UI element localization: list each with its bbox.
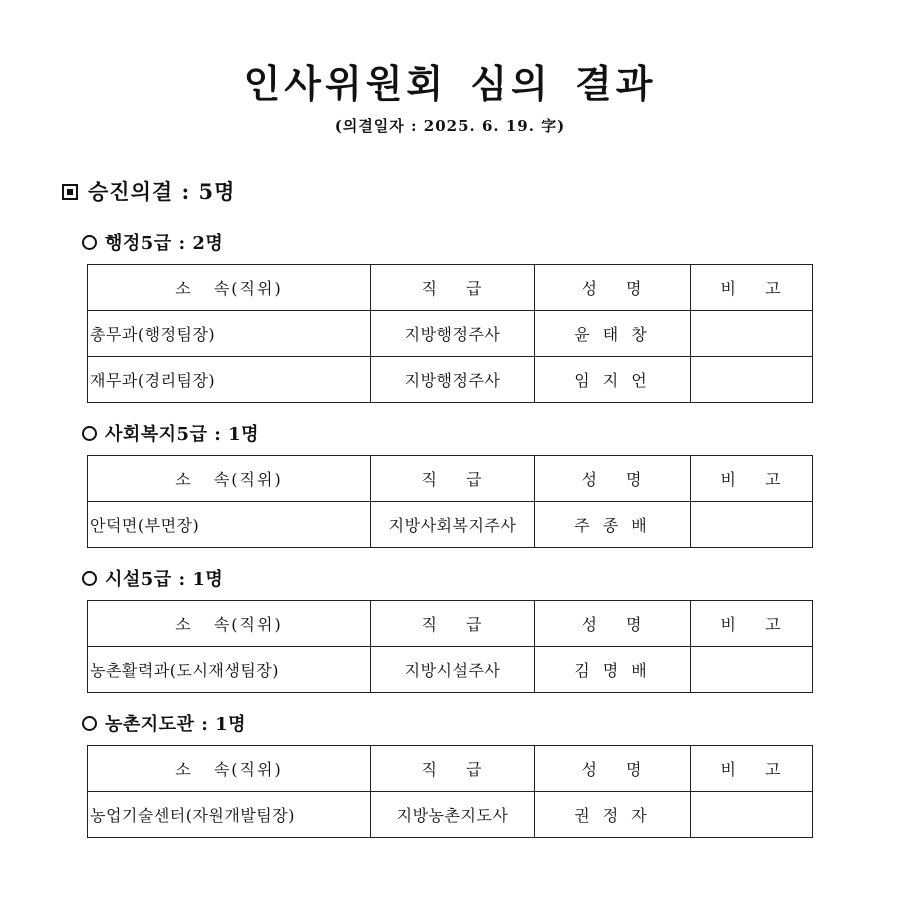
table-header-row xyxy=(88,601,813,647)
cell-name: 김 명 배 xyxy=(535,647,691,693)
table-row xyxy=(88,502,813,548)
cell-affiliation: 안덕면(부면장) xyxy=(88,502,371,548)
cell-affiliation: 재무과(경리팀장) xyxy=(88,357,371,403)
cell-grade: 지방행정주사 xyxy=(371,357,535,403)
cell-affiliation: 총무과(행정팀장) xyxy=(88,311,371,357)
section-heading-text: 행정5급 : 2명 xyxy=(105,233,224,254)
section-heading xyxy=(82,711,814,739)
cell-grade: 지방농촌지도사 xyxy=(371,792,535,838)
header-remarks: 비 고 xyxy=(691,746,813,792)
header-name: 성 명 xyxy=(535,456,691,502)
promotion-table xyxy=(87,745,813,838)
header-affiliation: 소 속(직위) xyxy=(88,456,371,502)
section-admin-grade5 xyxy=(82,230,814,390)
section-heading-text: 사회복지5급 : 1명 xyxy=(105,424,260,445)
cell-remarks xyxy=(691,792,813,838)
section-heading xyxy=(82,566,814,594)
cell-grade: 지방사회복지주사 xyxy=(371,502,535,548)
circle-bullet-icon xyxy=(82,426,97,441)
table-row xyxy=(88,792,813,838)
cell-name: 권 정 자 xyxy=(535,792,691,838)
cell-name: 윤 태 창 xyxy=(535,311,691,357)
section-welfare-grade5 xyxy=(82,421,814,535)
promotion-table xyxy=(87,600,813,693)
circle-bullet-icon xyxy=(82,571,97,586)
section-rural-guidance xyxy=(82,711,814,825)
cell-grade: 지방시설주사 xyxy=(371,647,535,693)
table-row xyxy=(88,647,813,693)
header-remarks: 비 고 xyxy=(691,456,813,502)
cell-name: 임 지 언 xyxy=(535,357,691,403)
header-name: 성 명 xyxy=(535,265,691,311)
header-grade: 직 급 xyxy=(371,265,535,311)
header-name: 성 명 xyxy=(535,601,691,647)
header-grade: 직 급 xyxy=(371,746,535,792)
header-remarks: 비 고 xyxy=(691,601,813,647)
cell-remarks xyxy=(691,311,813,357)
section-facility-grade5 xyxy=(82,566,814,680)
header-remarks: 비 고 xyxy=(691,265,813,311)
header-name: 성 명 xyxy=(535,746,691,792)
promotion-table xyxy=(87,455,813,548)
cell-affiliation: 농업기술센터(자원개발팀장) xyxy=(88,792,371,838)
table-header-row xyxy=(88,456,813,502)
promotion-table xyxy=(87,264,813,403)
section-heading xyxy=(82,421,814,449)
section-heading-text: 시설5급 : 1명 xyxy=(105,569,224,590)
cell-remarks xyxy=(691,502,813,548)
cell-remarks xyxy=(691,357,813,403)
promotion-summary-text: 승진의결 : 5명 xyxy=(88,179,236,204)
promotion-summary-heading xyxy=(62,176,235,208)
section-heading-text: 농촌지도관 : 1명 xyxy=(105,714,247,735)
header-affiliation: 소 속(직위) xyxy=(88,746,371,792)
table-header-row xyxy=(88,746,813,792)
cell-remarks xyxy=(691,647,813,693)
cell-affiliation: 농촌활력과(도시재생팀장) xyxy=(88,647,371,693)
header-grade: 직 급 xyxy=(371,601,535,647)
cell-grade: 지방행정주사 xyxy=(371,311,535,357)
resolution-date: (의결일자 : 2025. 6. 19. 字) xyxy=(334,117,566,135)
cell-name: 주 종 배 xyxy=(535,502,691,548)
section-heading xyxy=(82,230,814,258)
document-title: 인사위원회 심의 결과 xyxy=(243,61,657,106)
table-header-row xyxy=(88,265,813,311)
header-affiliation: 소 속(직위) xyxy=(88,265,371,311)
square-bullet-icon xyxy=(62,184,78,200)
table-row xyxy=(88,357,813,403)
header-affiliation: 소 속(직위) xyxy=(88,601,371,647)
circle-bullet-icon xyxy=(82,235,97,250)
header-grade: 직 급 xyxy=(371,456,535,502)
circle-bullet-icon xyxy=(82,716,97,731)
table-row xyxy=(88,311,813,357)
